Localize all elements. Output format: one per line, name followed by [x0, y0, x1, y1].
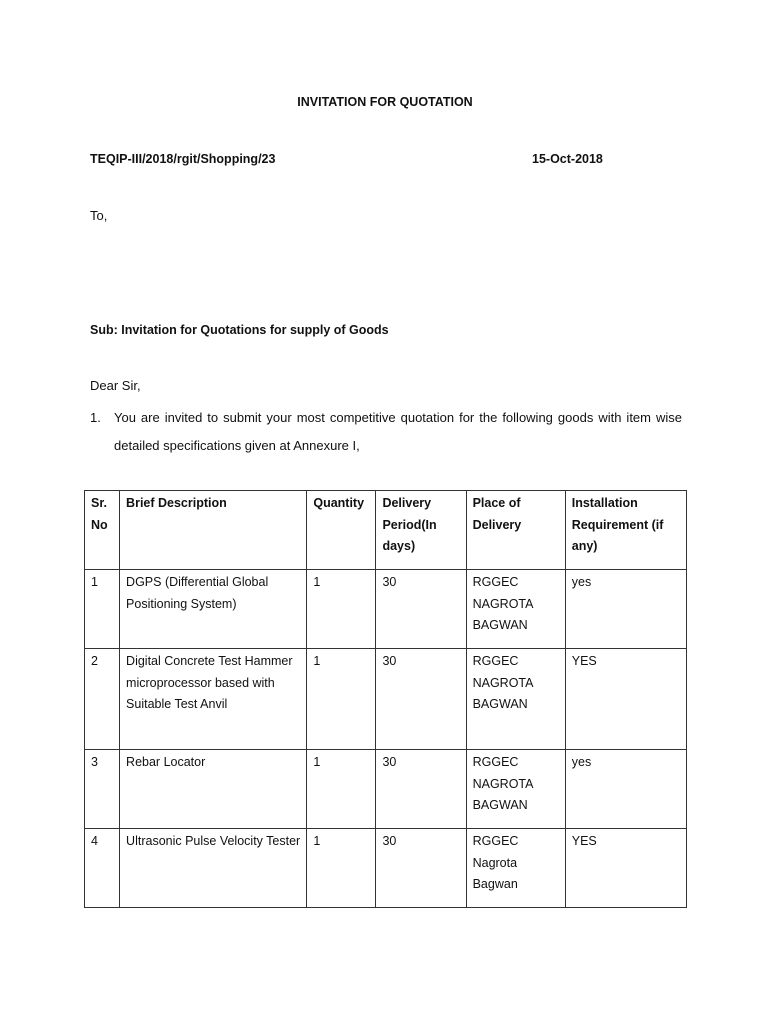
header-place-of-delivery: Place of Delivery: [466, 491, 565, 570]
salutation: Dear Sir,: [90, 378, 141, 393]
header-delivery-period: Delivery Period(In days): [376, 491, 466, 570]
document-title: INVITATION FOR QUOTATION: [297, 95, 473, 109]
cell-description: Rebar Locator: [120, 750, 307, 829]
header-sr-no: Sr. No: [85, 491, 120, 570]
addressee-line: To,: [90, 208, 108, 223]
cell-description: Ultrasonic Pulse Velocity Tester: [120, 829, 307, 908]
subject-line: Sub: Invitation for Quotations for supply of Goods: [90, 323, 389, 337]
cell-place: RGGEC NAGROTA BAGWAN: [466, 750, 565, 829]
table-row: [85, 649, 687, 750]
goods-table: [84, 490, 687, 908]
cell-sr-no: 4: [85, 829, 120, 908]
cell-installation: YES: [565, 829, 686, 908]
cell-delivery: 30: [376, 750, 466, 829]
cell-sr-no: 1: [85, 570, 120, 649]
cell-quantity: 1: [307, 829, 376, 908]
cell-place: RGGEC Nagrota Bagwan: [466, 829, 565, 908]
paragraph-text: You are invited to submit your most competitive quotation for the following goods with item wise detailed specifications given at Annexure I,: [114, 410, 682, 453]
cell-description: DGPS (Differential Global Positioning System): [120, 570, 307, 649]
table-row: [85, 570, 687, 649]
table-header-row: [85, 491, 687, 570]
paragraph-number: 1.: [90, 410, 101, 425]
cell-installation: YES: [565, 649, 686, 750]
header-installation-requirement: Installation Requirement (if any): [565, 491, 686, 570]
table-row: [85, 829, 687, 908]
header-quantity: Quantity: [307, 491, 376, 570]
cell-quantity: 1: [307, 750, 376, 829]
cell-place: RGGEC NAGROTA BAGWAN: [466, 570, 565, 649]
table-row: [85, 750, 687, 829]
reference-number: TEQIP-III/2018/rgit/Shopping/23: [90, 152, 276, 166]
cell-installation: yes: [565, 750, 686, 829]
cell-delivery: 30: [376, 570, 466, 649]
header-brief-description: Brief Description: [120, 491, 307, 570]
cell-place: RGGEC NAGROTA BAGWAN: [466, 649, 565, 750]
cell-installation: yes: [565, 570, 686, 649]
cell-quantity: 1: [307, 649, 376, 750]
cell-quantity: 1: [307, 570, 376, 649]
cell-sr-no: 3: [85, 750, 120, 829]
paragraph-1: [90, 404, 682, 460]
cell-delivery: 30: [376, 829, 466, 908]
cell-delivery: 30: [376, 649, 466, 750]
cell-sr-no: 2: [85, 649, 120, 750]
document-date: 15-Oct-2018: [532, 152, 603, 166]
cell-description: Digital Concrete Test Hammer microprocessor based with Suitable Test Anvil: [120, 649, 307, 750]
